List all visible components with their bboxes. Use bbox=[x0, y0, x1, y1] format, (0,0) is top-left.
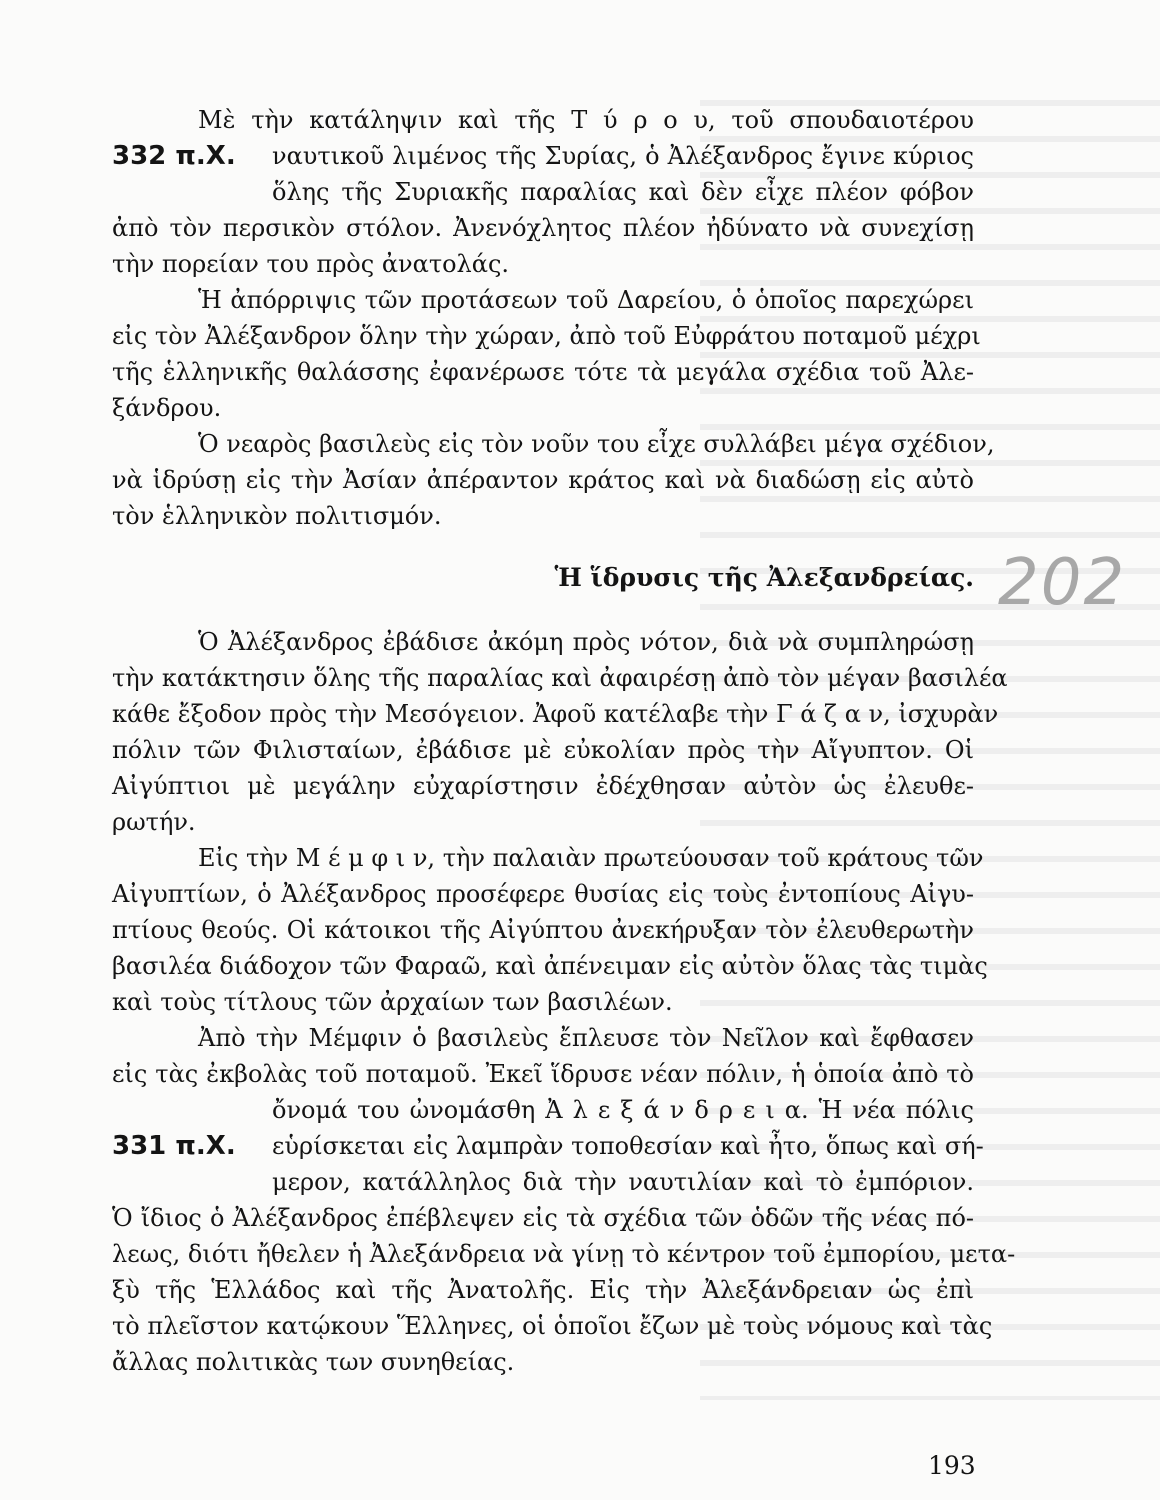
text-line: Ὁ νεαρὸς βασιλεὺς εἰς τὸν νοῦν του εἶχε συλλάβει μέγα σχέδιον, bbox=[198, 430, 995, 458]
text-line: ὅλης τῆς Συριακῆς παραλίας καὶ δὲν εἶχε πλέον φόβον bbox=[272, 178, 974, 206]
text-line: ἀπὸ τὸν περσικὸν στόλον. Ἀνενόχλητος πλέον ἠδύνατο νὰ συνεχίσῃ bbox=[112, 214, 974, 242]
text-line: τῆς ἑλληνικῆς θαλάσσης ἐφανέρωσε τότε τὰ μεγάλα σχέδια τοῦ Ἀλε- bbox=[112, 358, 974, 386]
text-line: εἰς τὰς ἐκβολὰς τοῦ ποταμοῦ. Ἐκεῖ ἵδρυσε νέαν πόλιν, ἡ ὁποία ἀπὸ τὸ bbox=[112, 1060, 974, 1088]
page-number: 193 bbox=[928, 1451, 976, 1480]
text-line: Εἰς τὴν Μ έ μ φ ι ν, τὴν παλαιὰν πρωτεύουσαν τοῦ κράτους τῶν bbox=[198, 844, 984, 872]
margin-date-332: 332 π.Χ. bbox=[112, 141, 236, 171]
text-line: ρωτήν. bbox=[112, 808, 196, 836]
text-line: Αἰγύπτιοι μὲ μεγάλην εὐχαρίστησιν ἐδέχθησαν αὐτὸν ὡς ἐλευθε- bbox=[112, 772, 974, 800]
text-line: Ὁ Ἀλέξανδρος ἐβάδισε ἀκόμη πρὸς νότον, διὰ νὰ συμπληρώσῃ bbox=[198, 628, 974, 656]
text-line: κάθε ἔξοδον πρὸς τὴν Μεσόγειον. Ἀφοῦ κατέλαβε τὴν Γ ά ζ α ν, ἰσχυρὰν bbox=[112, 700, 999, 728]
text-line: τὸ πλεῖστον κατῴκουν Ἕλληνες, οἱ ὁποῖοι ἔζων μὲ τοὺς νόμους καὶ τὰς bbox=[112, 1312, 993, 1340]
text-line: τὸν ἑλληνικὸν πολιτισμόν. bbox=[112, 502, 442, 530]
text-line: τὴν κατάκτησιν ὅλης τῆς παραλίας καὶ ἀφαιρέσῃ ἀπὸ τὸν μέγαν βασιλέα bbox=[112, 664, 1008, 692]
text-line: ὄνομά του ὠνομάσθη Ἀ λ ε ξ ά ν δ ρ ε ι α. Ἡ νέα πόλις bbox=[272, 1096, 974, 1124]
text-line: εἰς τὸν Ἀλέξανδρον ὅλην τὴν χώραν, ἀπὸ τοῦ Εὐφράτου ποταμοῦ μέχρι bbox=[112, 322, 981, 350]
text-line: μερον, κατάλληλος διὰ τὴν ναυτιλίαν καὶ τὸ ἐμπόριον. bbox=[272, 1168, 974, 1196]
text-line: Αἰγυπτίων, ὁ Ἀλέξανδρος προσέφερε θυσίας εἰς τοὺς ἐντοπίους Αἰγυ- bbox=[112, 880, 974, 908]
text-line: ξάνδρου. bbox=[112, 394, 222, 422]
text-line: Ἀπὸ τὴν Μέμφιν ὁ βασιλεὺς ἔπλευσε τὸν Νεῖλον καὶ ἔφθασεν bbox=[198, 1024, 974, 1052]
section-heading: Ἡ ἵδρυσις τῆς Ἀλεξανδρείας. bbox=[554, 563, 974, 592]
text-line: νὰ ἱδρύσῃ εἰς τὴν Ἀσίαν ἀπέραντον κράτος καὶ νὰ διαδώσῃ εἰς αὐτὸ bbox=[112, 466, 974, 494]
text-line: Ἡ ἀπόρριψις τῶν προτάσεων τοῦ Δαρείου, ὁ ὁποῖος παρεχώρει bbox=[198, 286, 974, 314]
text-line: εὑρίσκεται εἰς λαμπρὰν τοποθεσίαν καὶ ἦτο, ὅπως καὶ σή- bbox=[272, 1132, 984, 1160]
text-line: ξὺ τῆς Ἑλλάδος καὶ τῆς Ἀνατολῆς. Εἰς τὴν Ἀλεξάνδρειαν ὡς ἐπὶ bbox=[112, 1276, 974, 1304]
text-line: πόλιν τῶν Φιλισταίων, ἐβάδισε μὲ εὐκολίαν πρὸς τὴν Αἴγυπτον. Οἱ bbox=[112, 736, 974, 764]
text-line: Ὁ ἴδιος ὁ Ἀλέξανδρος ἐπέβλεψεν εἰς τὰ σχέδια τῶν ὁδῶν τῆς νέας πό- bbox=[112, 1204, 974, 1232]
margin-date-331: 331 π.Χ. bbox=[112, 1131, 236, 1161]
text-line: καὶ τοὺς τίτλους τῶν ἀρχαίων των βασιλέων. bbox=[112, 988, 673, 1016]
text-line: πτίους θεούς. Οἱ κάτοικοι τῆς Αἰγύπτου ἀνεκήρυξαν τὸν ἐλευθερωτὴν bbox=[112, 916, 974, 944]
text-line: τὴν πορείαν του πρὸς ἀνατολάς. bbox=[112, 250, 510, 278]
text-line: ἄλλας πολιτικὰς των συνηθείας. bbox=[112, 1348, 515, 1376]
text-line: βασιλέα διάδοχον τῶν Φαραῶ, καὶ ἀπένειμαν εἰς αὐτὸν ὅλας τὰς τιμὰς bbox=[112, 952, 988, 980]
text-line: ναυτικοῦ λιμένος τῆς Συρίας, ὁ Ἀλέξανδρος ἔγινε κύριος bbox=[272, 142, 974, 170]
text-line: λεως, διότι ἤθελεν ἡ Ἀλεξάνδρεια νὰ γίνῃ τὸ κέντρον τοῦ ἐμπορίου, μετα- bbox=[112, 1240, 1016, 1268]
pencil-annotation: 202 bbox=[998, 546, 1127, 620]
text-line: Μὲ τὴν κατάληψιν καὶ τῆς Τ ύ ρ ο υ, τοῦ σπουδαιοτέρου bbox=[198, 106, 974, 134]
